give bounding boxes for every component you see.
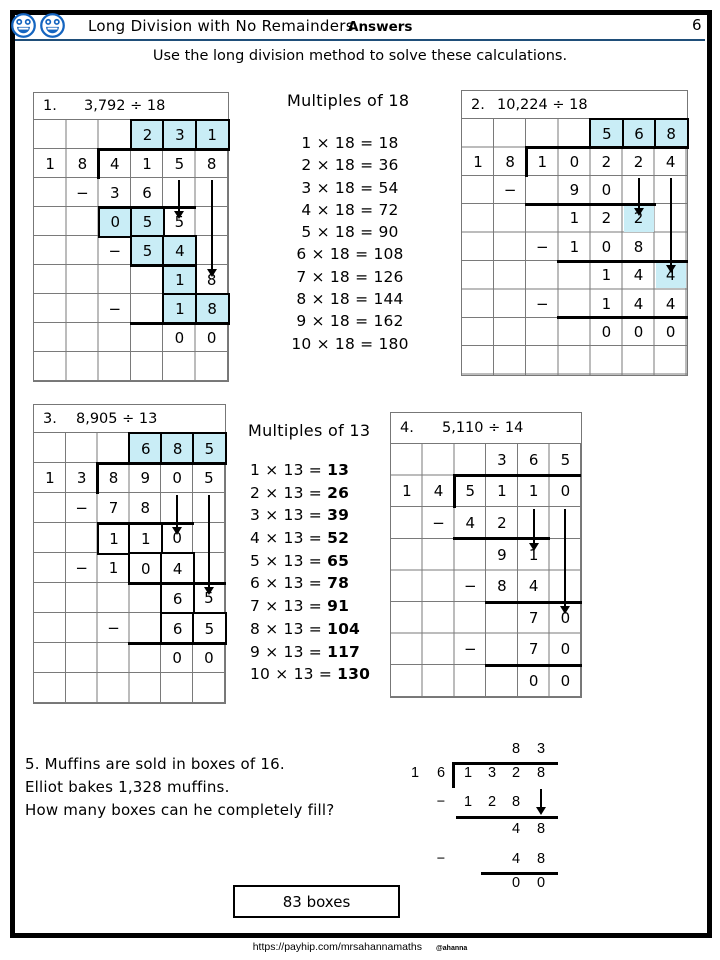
minus-sign: −: [535, 294, 549, 313]
multiples-result: 91: [327, 597, 350, 616]
subtraction-line: [97, 522, 194, 525]
minus-sign: −: [463, 577, 477, 596]
multiples-item: [250, 154, 450, 176]
bring-down-arrow-head: [174, 211, 184, 219]
work-dividend-digit: 3: [487, 765, 497, 781]
grid-cell: 2: [601, 152, 612, 171]
subtraction-line: [128, 642, 225, 645]
work-digit: 4: [511, 851, 521, 867]
work-digit: 2: [487, 794, 497, 810]
bring-down-arrow: [178, 180, 180, 211]
multiples-result: 13: [327, 461, 350, 479]
division-bracket-line: [96, 462, 99, 494]
grid-cell: 4: [633, 266, 644, 285]
multiples-title-1: Multiples of 18: [287, 91, 410, 110]
grid-cell: 0: [560, 640, 571, 659]
multiples-expression: 10 × 13 =: [250, 665, 338, 684]
multiples-expression: 5 × 18 =: [301, 223, 379, 242]
multiples-expression: 5 × 13 =: [250, 551, 328, 570]
grid-cell: 7: [528, 640, 539, 659]
multiples-result: 108: [373, 245, 404, 264]
answer-box: [233, 885, 400, 918]
grid-cell: 8: [195, 293, 230, 325]
header-divider: [15, 39, 705, 41]
multiples-item: [250, 618, 450, 641]
grid-cell: 4: [665, 152, 676, 171]
multiples-expression: 9 × 18 =: [296, 312, 374, 331]
problem-expression: 5,110 ÷ 14: [442, 420, 524, 436]
multiples-result: 54: [378, 178, 399, 197]
work-divisor-digit: 6: [436, 765, 446, 781]
word-problem-line-3: How many boxes can he completely fill?: [25, 801, 335, 819]
minus-sign: −: [503, 180, 517, 199]
multiples-expression: 4 × 18 =: [301, 200, 379, 219]
multiples-item: [250, 199, 450, 221]
word-problem-line-1: 5. Muffins are sold in boxes of 16.: [25, 755, 285, 773]
multiples-item: [250, 572, 450, 595]
work-digit: 8: [536, 851, 546, 867]
grid-cell: 1: [601, 294, 612, 313]
work-digit: 0: [511, 875, 521, 891]
minus-sign: −: [75, 559, 88, 577]
instruction-text: Use the long division method to solve these calculations.: [152, 48, 568, 64]
subtraction-line: [130, 322, 229, 325]
subtraction-line: [481, 872, 558, 875]
grid-body: [462, 119, 687, 375]
multiples-list-1: [250, 132, 450, 355]
footer: [15, 941, 705, 953]
multiples-result: 130: [337, 665, 371, 684]
grid-cell: 0: [206, 328, 217, 347]
grid-cell: 9: [140, 469, 151, 487]
grid-cell: 0: [560, 671, 571, 690]
grid-cell: 5: [465, 482, 475, 501]
multiples-item: [250, 504, 450, 527]
grid-cell: 0: [569, 152, 580, 171]
grid-cell: 3: [76, 469, 87, 487]
multiples-result: 18: [378, 134, 399, 152]
grid-cell: 9: [497, 545, 507, 564]
grid-cell: 4: [433, 482, 444, 501]
multiples-item: [250, 641, 450, 664]
grid-cell: 5: [130, 235, 165, 267]
grid-cell: 1: [45, 469, 55, 487]
bring-down-arrow: [540, 789, 542, 807]
multiples-item: [250, 266, 450, 288]
multiples-result: 52: [327, 529, 350, 548]
grid-cell: 4: [633, 294, 644, 313]
grid-cell: 0: [98, 206, 133, 238]
grid-cell: 1: [473, 152, 483, 171]
multiples-result: 90: [378, 223, 399, 242]
work-dividend-digit: 2: [511, 765, 521, 781]
subtraction-line: [485, 601, 582, 604]
problem-number-text: 2.: [471, 96, 485, 113]
grid-cell: 9: [569, 180, 580, 199]
bring-down-arrow-head: [634, 208, 644, 216]
minus-sign: −: [463, 640, 477, 659]
grid-cell: 6: [128, 432, 163, 465]
multiples-result: 65: [327, 551, 350, 570]
problem-1-grid: [33, 92, 229, 382]
grid-cell: 4: [656, 262, 686, 288]
work-digit: 4: [511, 821, 521, 837]
division-bracket-line: [96, 462, 225, 465]
grid-cell: 8: [206, 154, 217, 173]
minus-sign: −: [535, 237, 549, 256]
subtraction-line: [557, 260, 687, 263]
multiples-result: 126: [373, 267, 404, 286]
grid-cell: 8: [654, 118, 689, 149]
minus-sign: −: [75, 499, 88, 517]
grid-cell: 5: [589, 118, 624, 149]
grid-cell: 2: [633, 152, 644, 171]
subtraction-line: [128, 582, 225, 585]
grid-cell: 2: [624, 205, 654, 231]
subtraction-line: [453, 537, 550, 540]
grid-cell: 0: [528, 671, 539, 690]
grid-cell: 3: [162, 119, 197, 151]
division-bracket-line: [97, 148, 100, 179]
grid-cell: 5: [204, 589, 214, 607]
answers-label: Answers: [348, 19, 413, 35]
multiples-expression: 2 × 13 =: [250, 483, 328, 502]
bring-down-arrow-head: [207, 269, 217, 277]
grid-cell: 1: [97, 522, 132, 555]
grid-cell: 1: [162, 293, 197, 325]
grid-cell: 7: [108, 499, 119, 517]
multiples-item: [250, 527, 450, 550]
grid-cell: 8: [140, 499, 151, 517]
minus-sign: −: [108, 299, 122, 318]
minus-sign: −: [436, 851, 446, 867]
grid-cell: 8: [505, 152, 515, 171]
grid-cell: 0: [128, 552, 163, 585]
problem-4-title: [391, 413, 581, 444]
smiley-icons: [10, 12, 66, 43]
multiples-item: [250, 482, 450, 505]
multiples-expression: 3 × 13 =: [250, 506, 328, 525]
smiley-icon: [10, 12, 37, 39]
multiples-expression: 7 × 18 =: [296, 267, 374, 286]
multiples-expression: 6 × 13 =: [250, 574, 328, 593]
multiples-expression: 2 × 18 =: [301, 156, 379, 175]
multiples-item: [250, 288, 450, 310]
multiples-result: 78: [327, 574, 350, 593]
grid-cell: 4: [109, 154, 120, 173]
grid-cell: 0: [560, 482, 571, 501]
bring-down-arrow-head: [560, 606, 570, 614]
grid-cell: 6: [142, 183, 152, 202]
multiples-expression: 7 × 13 =: [250, 597, 328, 616]
answer-text: 83 boxes: [282, 892, 351, 911]
subtraction-line: [456, 816, 558, 819]
grid-cell: 2: [497, 513, 507, 532]
worksheet-title: Long Division with No Remainders: [88, 17, 354, 35]
bring-down-arrow: [564, 509, 566, 606]
grid-cell: 1: [142, 154, 152, 173]
minus-sign: −: [432, 513, 445, 532]
grid-cell: 3: [109, 183, 120, 202]
grid-cell: 8: [108, 469, 119, 487]
grid-cell: 0: [172, 469, 182, 487]
grid-cell: 3: [497, 450, 507, 469]
problem-2-grid: [461, 90, 688, 376]
grid-cell: 5: [204, 469, 214, 487]
grid-cell: 8: [633, 237, 644, 256]
multiples-expression: 8 × 13 =: [250, 619, 328, 638]
multiples-title-2: Multiples of 13: [248, 421, 371, 440]
grid-cell: 5: [174, 154, 185, 173]
word-problem-line-2: Elliot bakes 1,328 muffins.: [25, 778, 230, 796]
grid-body: [34, 433, 225, 703]
grid-cell: 6: [622, 118, 657, 149]
multiples-expression: 6 × 18 =: [296, 245, 374, 264]
page-number: 6: [692, 16, 702, 34]
grid-cell: 5: [560, 450, 571, 469]
work-quotient-digit: 3: [536, 741, 546, 757]
multiples-item: [250, 310, 450, 332]
multiples-expression: 3 × 18 =: [301, 178, 379, 197]
grid-cell: 0: [601, 180, 612, 199]
multiples-item: [250, 177, 450, 199]
grid-cell: 0: [560, 608, 571, 627]
grid-cell: 4: [160, 552, 195, 585]
grid-cell: 1: [569, 237, 580, 256]
bring-down-arrow-head: [172, 527, 182, 535]
work-digit: 1: [463, 794, 473, 810]
work-digit: 8: [536, 821, 546, 837]
problem-number-text: 1.: [43, 98, 57, 114]
grid-cell: 0: [601, 322, 612, 341]
problem-3-grid: [33, 404, 226, 704]
bring-down-arrow-head: [529, 543, 539, 551]
multiples-expression: 4 × 13 =: [250, 529, 328, 548]
grid-cell: 0: [665, 322, 676, 341]
grid-cell: 0: [174, 328, 185, 347]
subtraction-line: [557, 316, 687, 319]
multiples-expression: 8 × 18 =: [296, 290, 374, 309]
grid-cell: 4: [528, 577, 539, 596]
problem-2-title: [462, 91, 687, 119]
work-dividend-digit: 1: [463, 765, 473, 781]
multiples-result: 72: [378, 200, 399, 219]
minus-sign: −: [108, 241, 122, 260]
multiples-expression: 9 × 13 =: [250, 642, 328, 661]
division-bracket-line: [452, 762, 455, 788]
grid-cell: 1: [402, 482, 412, 501]
grid-cell: 0: [172, 649, 182, 667]
subtraction-line: [130, 264, 197, 267]
grid-cell: 6: [528, 450, 539, 469]
problem-number-text: 4.: [400, 420, 414, 436]
problem-3-title: [34, 405, 225, 433]
multiples-result: 144: [373, 290, 404, 309]
multiples-item: [250, 663, 450, 686]
grid-cell: 4: [465, 513, 475, 532]
minus-sign: −: [76, 183, 89, 202]
bring-down-arrow: [176, 495, 178, 527]
minus-sign: −: [107, 619, 120, 637]
bring-down-arrow: [670, 178, 672, 265]
smiley-icon: [39, 12, 66, 39]
bring-down-arrow-head: [536, 807, 546, 815]
grid-cell: 8: [206, 270, 217, 289]
multiples-item: [250, 221, 450, 243]
grid-cell: 0: [204, 649, 214, 667]
multiples-item: [250, 595, 450, 618]
multiples-item: [250, 459, 450, 482]
multiples-item: [250, 550, 450, 573]
grid-cell: 1: [162, 264, 197, 296]
grid-cell: 4: [162, 235, 197, 267]
grid-cell: 6: [160, 582, 195, 615]
grid-cell: 1: [195, 119, 230, 151]
multiples-expression: 10 × 18 =: [291, 334, 379, 353]
bring-down-arrow-head: [204, 587, 214, 595]
work-divisor-digit: 1: [410, 765, 420, 781]
grid-cell: 8: [77, 154, 88, 173]
multiples-result: 162: [373, 312, 404, 331]
problem-expression: 8,905 ÷ 13: [76, 410, 158, 427]
footer-handle: @ahanna: [435, 945, 468, 952]
grid-cell: 5: [192, 432, 227, 465]
work-digit: 8: [511, 794, 521, 810]
multiples-result: 39: [327, 506, 350, 525]
grid-cell: 8: [160, 432, 195, 465]
work-dividend-digit: 8: [536, 765, 546, 781]
bring-down-arrow: [533, 509, 535, 543]
grid-cell: 1: [528, 482, 539, 501]
division-bracket-line: [452, 762, 558, 765]
division-bracket-line: [453, 475, 456, 509]
footer-url: https://payhip.com/mrsahannamaths: [252, 941, 422, 953]
work-quotient-digit: 8: [511, 741, 521, 757]
multiples-result: 180: [378, 334, 409, 353]
work-digit: 0: [536, 875, 546, 891]
multiples-result: 36: [378, 156, 399, 175]
subtraction-line: [525, 203, 655, 206]
bring-down-arrow-head: [666, 265, 676, 273]
grid-cell: 8: [497, 577, 507, 596]
grid-body: [34, 120, 228, 381]
problem-number-text: 3.: [43, 410, 57, 427]
bring-down-arrow: [638, 178, 640, 208]
problem-1-title: [34, 93, 228, 120]
grid-cell: 1: [569, 209, 580, 228]
minus-sign: −: [436, 794, 446, 810]
multiples-item: [250, 243, 450, 265]
grid-cell: 5: [192, 612, 227, 645]
grid-cell: 1: [528, 545, 539, 564]
grid-cell: 2: [601, 209, 612, 228]
grid-cell: 5: [174, 212, 185, 231]
grid-cell: 5: [130, 206, 165, 238]
grid-cell: 1: [45, 154, 55, 173]
grid-cell: 0: [633, 322, 644, 341]
grid-cell: 4: [665, 294, 676, 313]
grid-cell: 1: [128, 522, 163, 555]
division-bracket-line: [525, 146, 528, 176]
multiples-result: 117: [327, 642, 361, 661]
division-bracket-line: [525, 146, 687, 149]
grid-cell: 1: [537, 152, 547, 171]
multiples-list-2: [250, 459, 450, 686]
grid-cell: 6: [160, 612, 195, 645]
grid-cell: 1: [497, 482, 507, 501]
bring-down-arrow: [208, 495, 210, 587]
subtraction-line: [485, 664, 582, 667]
problem-expression: 10,224 ÷ 18: [497, 96, 588, 113]
division-bracket-line: [453, 474, 581, 477]
multiples-item: [250, 132, 450, 154]
multiples-result: 104: [327, 619, 361, 638]
grid-cell: 0: [172, 529, 182, 547]
grid-cell: 0: [601, 237, 612, 256]
multiples-result: 26: [327, 483, 350, 502]
grid-cell: 2: [130, 119, 165, 151]
problem-expression: 3,792 ÷ 18: [84, 98, 166, 114]
multiples-expression: 1 × 18 =: [301, 134, 379, 152]
multiples-expression: 1 × 13 =: [250, 461, 328, 479]
grid-cell: 7: [528, 608, 539, 627]
subtraction-line: [98, 206, 197, 209]
grid-cell: 1: [108, 559, 119, 577]
grid-cell: 1: [601, 266, 612, 285]
multiples-item: [250, 333, 450, 355]
bring-down-arrow: [211, 180, 213, 269]
division-bracket-line: [97, 148, 228, 151]
